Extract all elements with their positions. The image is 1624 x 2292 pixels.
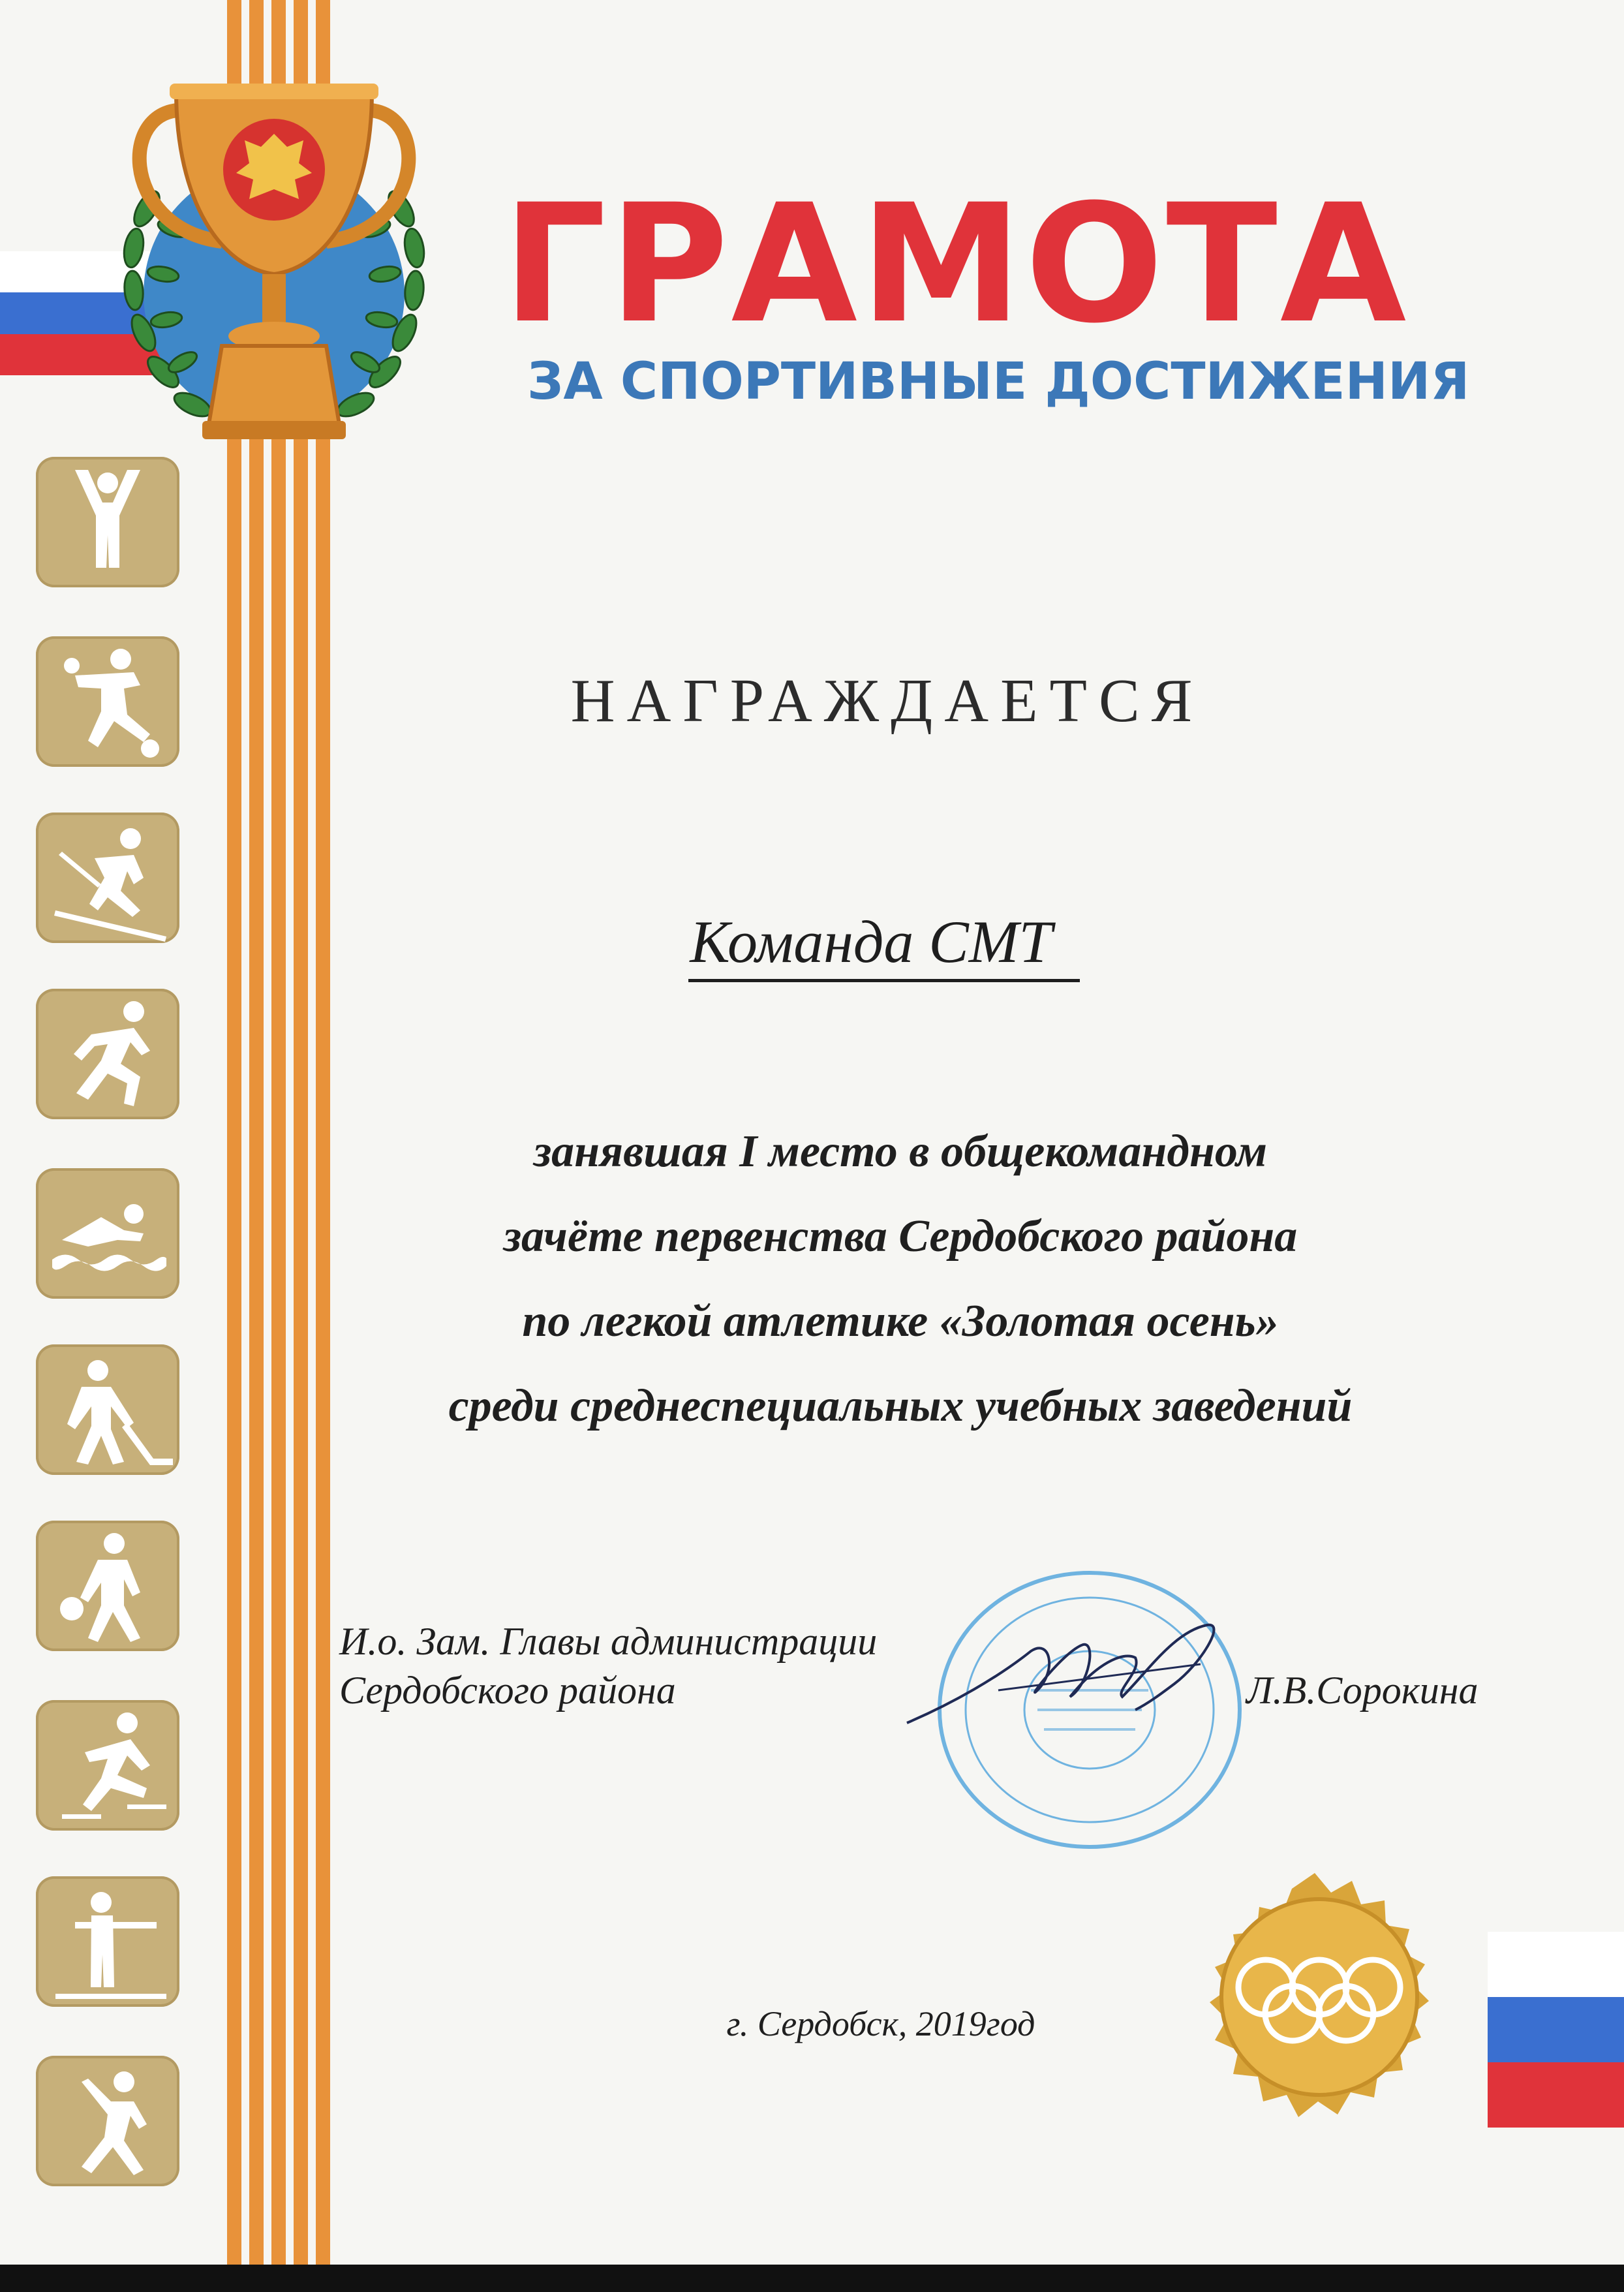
awarded-heading: НАГРАЖДАЕТСЯ: [570, 667, 1204, 735]
recipient-name: Команда СМТ: [690, 908, 1052, 975]
gymnast-icon: [36, 457, 179, 587]
flag-stripe-right: [1488, 1932, 1624, 2128]
trophy-cup-icon: [78, 59, 470, 476]
signatory-name: Л.В.Сорокина: [1246, 1669, 1478, 1712]
swimmer-icon: [36, 1168, 179, 1299]
award-text-line: по легкой атлетике «Золотая осень»: [522, 1296, 1279, 1346]
scan-edge: [0, 2265, 1624, 2292]
biathlete-icon: [36, 1876, 179, 2007]
soccer-player-icon: [36, 636, 179, 767]
recipient-underline: [688, 979, 1080, 982]
certificate-title: ГРАМОТА: [502, 169, 1409, 359]
gold-olympic-rings-seal: [1142, 1866, 1488, 2212]
certificate-subtitle: ЗА СПОРТИВНЫЕ ДОСТИЖЕНИЯ: [527, 352, 1470, 411]
award-text-line: зачёте первенства Сердобского района: [503, 1211, 1298, 1262]
award-text-line: среди среднеспециальных учебных заведений: [448, 1381, 1353, 1431]
hockey-player-icon: [36, 1344, 179, 1475]
place-and-date: г. Сердобск, 2019год: [726, 2004, 1035, 2043]
signatory-position: И.о. Зам. Главы администрации: [339, 1620, 878, 1663]
skater-icon: [36, 1700, 179, 1831]
basketball-player-icon: [36, 1521, 179, 1651]
handwritten-signature: [900, 1612, 1240, 1742]
signatory-position-line2: Сердобского района: [339, 1669, 676, 1712]
award-text-line: занявшая I место в общекомандном: [533, 1126, 1268, 1177]
volleyball-player-icon: [36, 2056, 179, 2186]
runner-icon: [36, 989, 179, 1119]
skier-icon: [36, 813, 179, 943]
